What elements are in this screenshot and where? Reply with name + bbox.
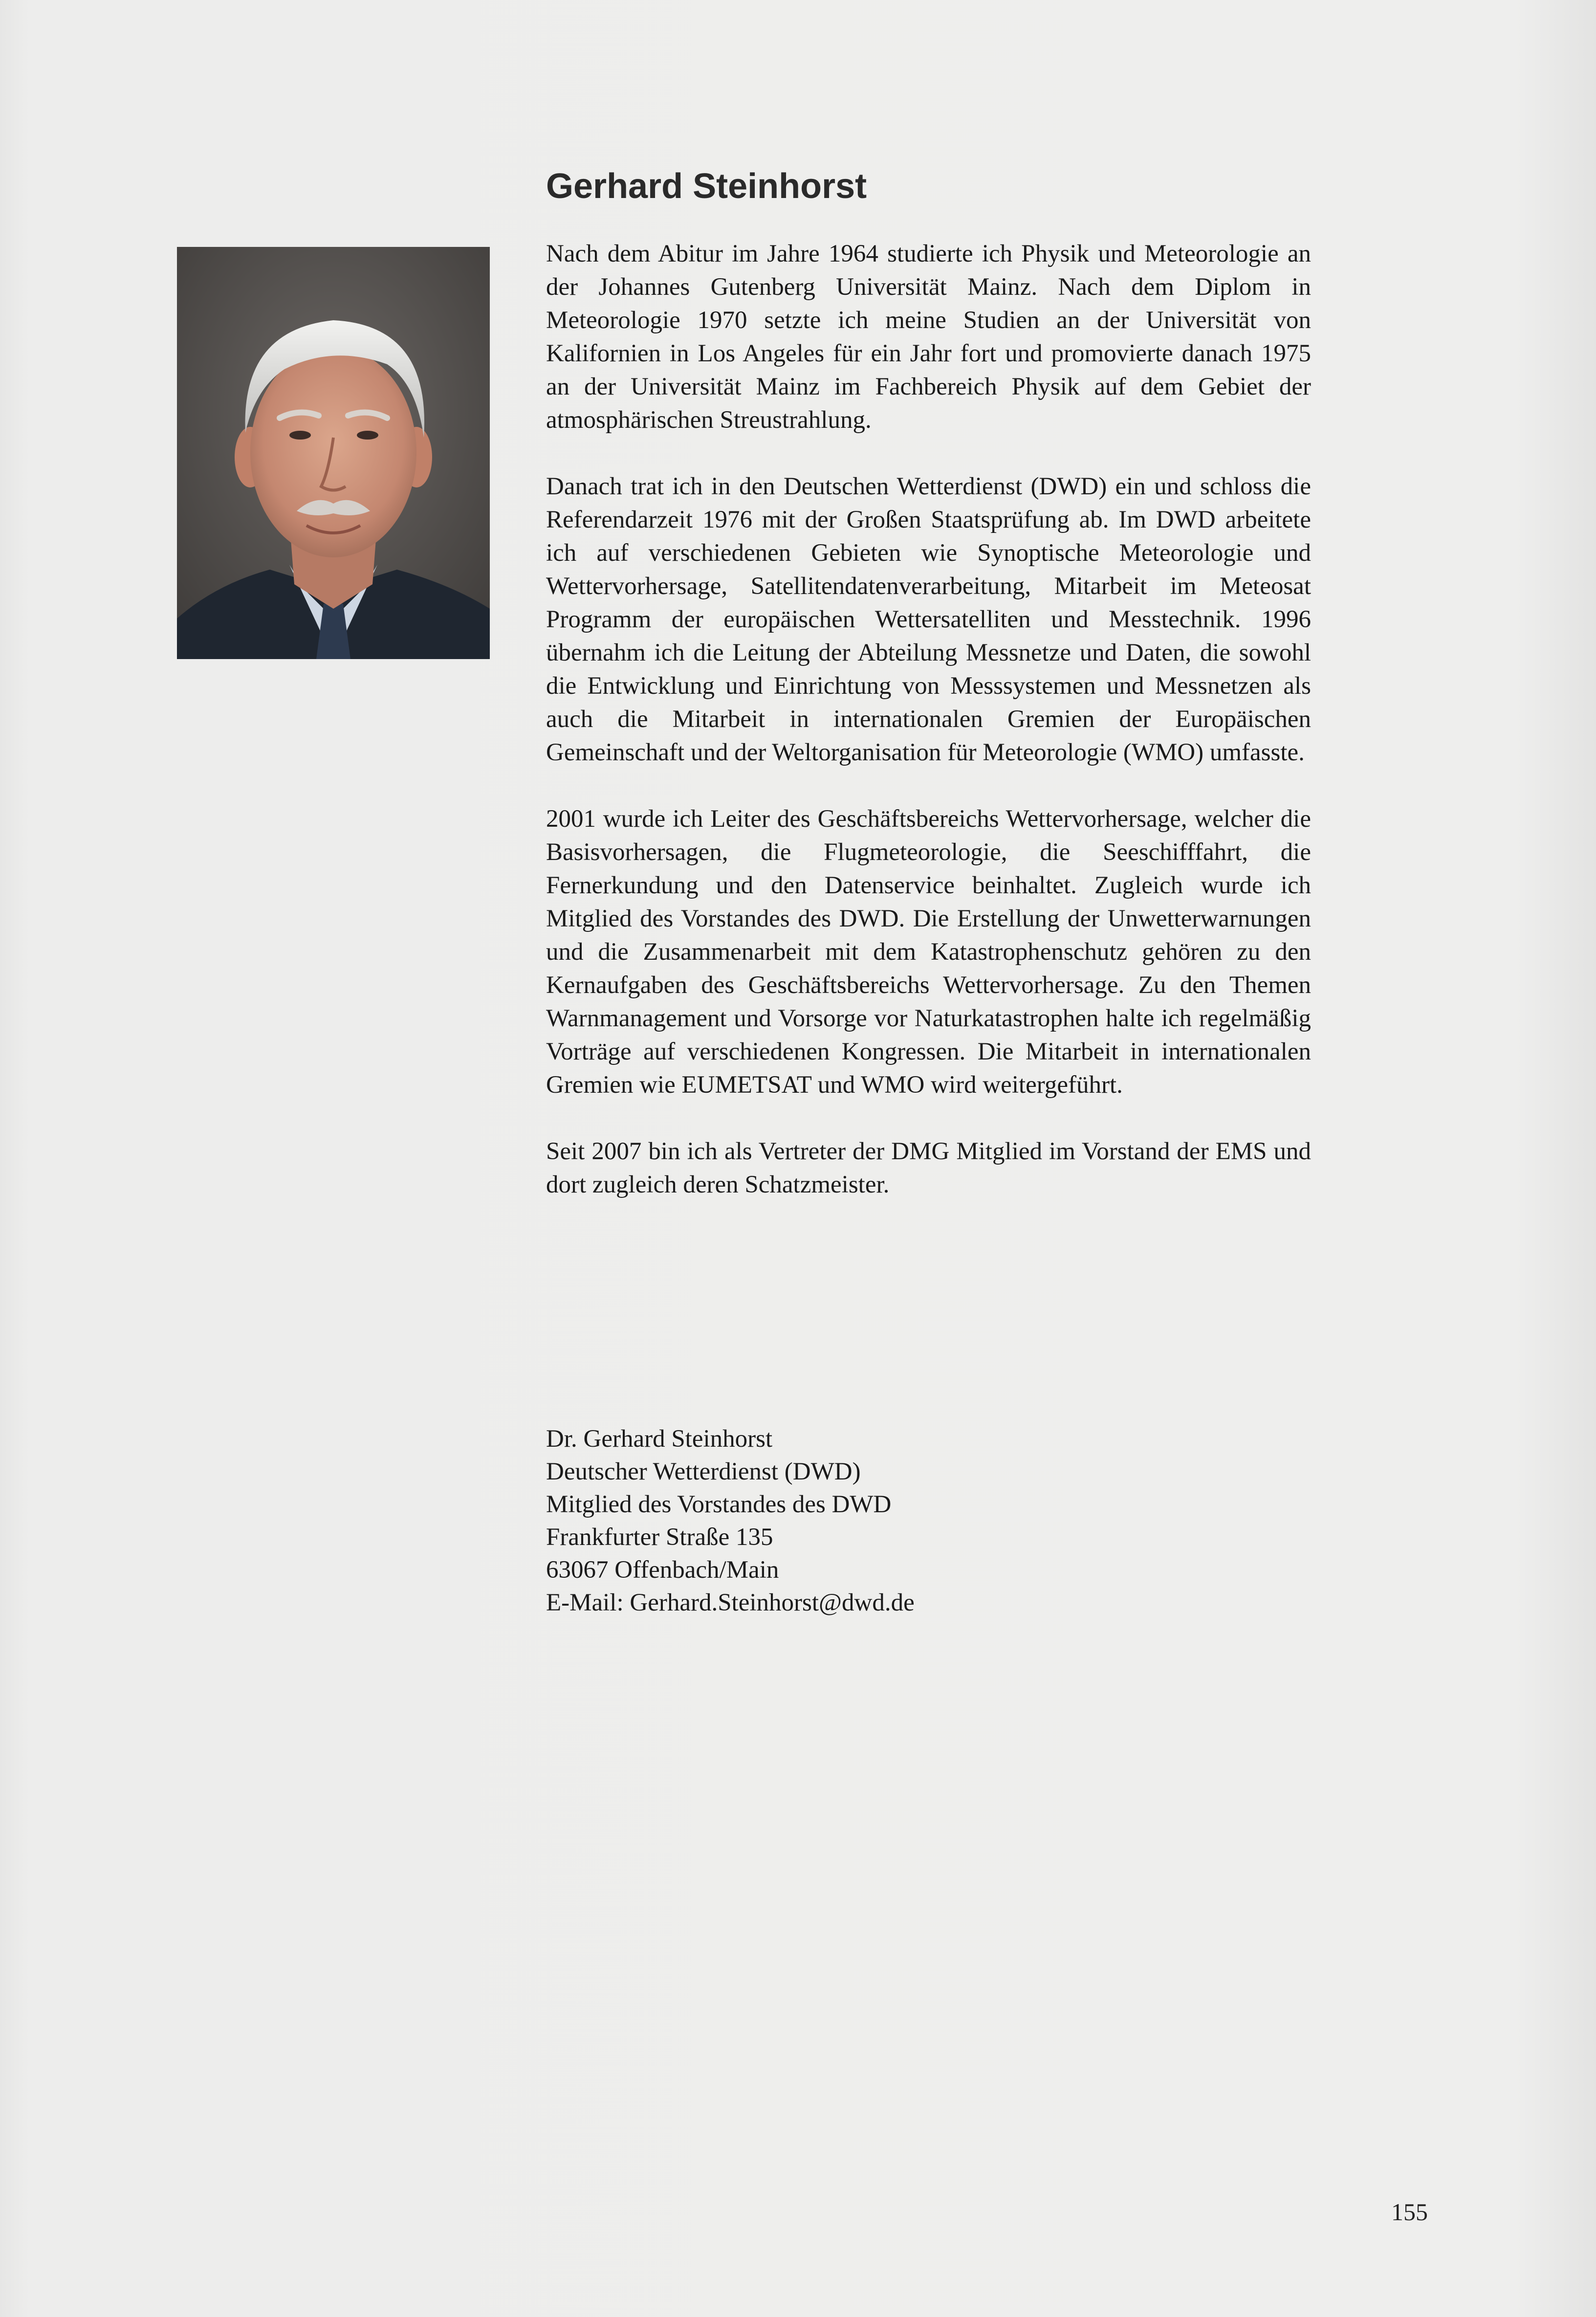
address-line: Mitglied des Vorstandes des DWD [546,1491,892,1518]
address-line: Frankfurter Straße 135 [546,1523,773,1551]
page-number: 155 [1391,2198,1428,2226]
address-line: Dr. Gerhard Steinhorst [546,1425,773,1453]
author-portrait [177,247,490,659]
paragraph-dwd-career: Danach trat ich in den Deutschen Wetterdienst (DWD) ein und schloss die Referendarzeit 1976 mit der Großen Staatsprüfung ab. Im DWD arbeitete ich auf verschiedenen Gebieten wie Synoptische Meteorologie und Wettervorhersage, Satellitendatenverarbeitung, Mitarbeit im Meteosat Programm der europäischen Wettersatelliten und Messtechnik. 1996 übernahm ich die Leitung der Abteilung Messnetze und Daten, die sowohl die Entwicklung und Einrichtung von Messsystemen und Messnetzen als auch die Mitarbeit in internationalen Gremien der Europäischen Gemeinschaft und der Weltorganisation für Meteorologie (WMO) umfasste. [546,473,1311,766]
paragraph-ems: Seit 2007 bin ich als Vertreter der DMG Mitglied im Vorstand der EMS und dort zugleich deren Schatzmeister. [546,1138,1311,1198]
address-line: 63067 Offenbach/Main [546,1556,779,1584]
author-name: Gerhard Steinhorst [546,167,867,206]
address-email: E-Mail: Gerhard.Steinhorst@dwd.de [546,1589,915,1616]
biography-text [546,237,1311,1235]
paragraph-leadership: 2001 wurde ich Leiter des Geschäftsbereichs Wettervorhersage, welcher die Basisvorhersagen, die Flugmeteorologie, die Seeschifffahrt, die Fernerkundung und den Datenservice beinhaltet. Zugleich wurde ich Mitglied des Vorstandes des DWD. Die Erstellung der Unwetterwarnungen und die Zusammenarbeit mit dem Katastrophenschutz gehören zu den Kernaufgaben des Geschäftsbereichs Wettervorhersage. Zu den Themen Warnmanagement und Vorsorge vor Naturkatastrophen halte ich regelmäßig Vorträge auf verschiedenen Kongressen. Die Mitarbeit in internationalen Gremien wie EUMETSAT und WMO wird weitergeführt. [546,805,1311,1099]
paragraph-education: Nach dem Abitur im Jahre 1964 studierte ich Physik und Meteorologie an der Johannes Gutenberg Universität Mainz. Nach dem Diplom in Meteorologie 1970 setzte ich meine Studien an der Universität von Kalifornien in Los Angeles für ein Jahr fort und promovierte danach 1975 an der Universität Mainz im Fachbereich Physik auf dem Gebiet der atmosphärischen Streustrahlung. [546,240,1311,434]
address-line: Deutscher Wetterdienst (DWD) [546,1458,861,1485]
contact-address [546,1423,915,1619]
